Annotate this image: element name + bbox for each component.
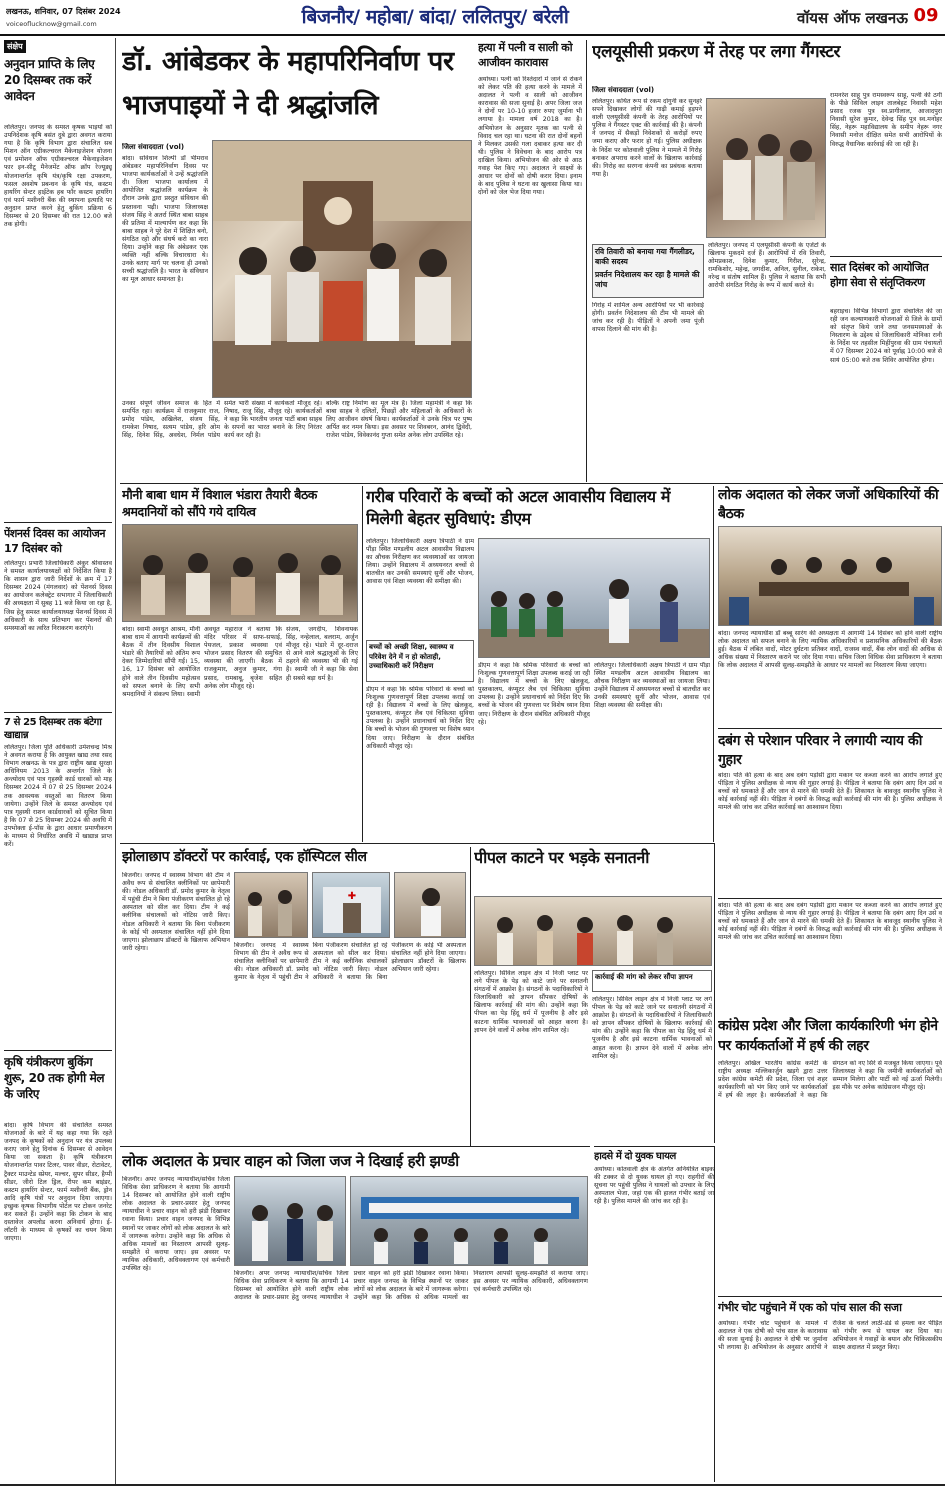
seva-headline: सात दिसंबर को आयोजित होगा सेवा से संतृप्तिकरण xyxy=(830,261,929,289)
left-headline-1: अनुदान प्राप्ति के लिए 20 दिसम्बर तक करें आवेदन xyxy=(4,57,95,103)
masthead-brand: वॉयस ऑफ लखनऊ xyxy=(797,9,908,27)
judges-meeting-icon xyxy=(719,527,942,626)
peepal-photo xyxy=(474,896,712,966)
atal-body: डीएम ने कहा कि श्रमिक परिवारों के बच्चों को निःशुल्क गुणवत्तापूर्ण शिक्षा उपलब्ध कराई जा रही है। विद्यालय में बच्चों के लिए खेलकूद, पुस्तकालय, कंप्यूटर लैब एवं चिकित्सा सुविधा उपलब्ध है। उन्होंने प्रधानाचार्य को निर्देश दिए कि बच्चों के भोजन की गुणवत्ता पर विशेष ध्यान दिया जाए। निरीक्षण के दौरान संबंधित अधिकारी मौजूद रहे। xyxy=(366,686,474,750)
lucc-divider xyxy=(830,256,942,257)
hrule-2 xyxy=(120,843,714,844)
left-body-4: बांदा। कृषि विभाग की संचालित समस्त योजनाओं के बारे में यह कहा गया कि रहते जनपद के कृषकों को अनुदान पर यंत्र उपलब्ध कराए जाने हेतु दिनांक 6 दिसम्बर से आवेदन किया जा सकता है। कृषि यंत्रीकरण योजनान्तर्गत पावर टिलर, पावर वीडर, रोटावेटर, ट्रैक्टर माउन्टेड स्प्रेयर, मल्चर, सुपर सीडर, हैप्पी सीडर, जीरो टिल ड्रिल, रीपर कम बाइंडर, कस्टम हायरिंग सेन्टर, फार्म मशीनरी बैंक, ड्रोन आदि कृषि यंत्रों पर अनुदान दिया जाएगा। इच्छुक कृषक विभागीय पोर्टल पर टोकन जनरेट कर सकते हैं। उन्होंने कहा कि टोकन के बाद दस्तावेज अपलोड करना अनिवार्य होगा। ई-लॉटरी के माध्यम से कृषकों का चयन किया जाएगा। xyxy=(4,1122,112,1243)
page-number: 09 xyxy=(913,5,939,26)
memorandum-group-icon xyxy=(475,897,712,966)
left-body-2: ललितपुर। प्रभारी जिलाधिकारी अंकुर श्रीवास्तव ने समस्त कार्यालयाध्यक्षों को निर्देशित किया है कि शासन द्वारा जारी निर्देशों के क्रम में 17 दिसम्बर 2024 (मंगलवार) को पेंशनर्स दिवस का आयोजन कलेक्ट्रेट सभागार में जिलाधिकारी की अध्यक्षता में सुबह 11 बजे किया जा रहा है, जिस हेतु समस्त कार्यालयाध्यक्ष पेंशनर्स दिवस में अधिकारी के साथ प्रतिभाग कर पेंशनरों की समस्याओं का त्वरित निराकरण कराएंगे। xyxy=(4,560,112,632)
harijhandi-headline: लोक अदालत के प्रचार वाहन को जिला जज ने दिखाई हरी झण्डी xyxy=(122,1152,459,1170)
meeting-crowd-icon xyxy=(123,525,358,622)
hrule-3 xyxy=(120,1146,590,1147)
lokadalat-divider xyxy=(718,728,942,729)
atal-quote xyxy=(366,640,474,682)
officials-icon xyxy=(235,873,308,938)
gambhir-body: अयोध्या। गंभीर चोट पहुंचाने के मामले में अदालत ने एक दोषी को पांच साल के कारावास की सजा सुनाई है। अदालत ने दोषी पर जुर्माना भी लगाया है। अभियोजन के अनुसार आरोपी ने रंजिश के चलते लाठी-डंडे से हमला कर पीड़ित को गंभीर रूप से घायल कर दिया था। अभियोजन ने गवाहों के बयान और चिकित्सकीय साक्ष्य अदालत में प्रस्तुत किए। xyxy=(718,1320,942,1352)
left-divider-3 xyxy=(4,1050,112,1051)
masthead-email[interactable]: voiceoflucknow@gmail.com xyxy=(6,20,97,28)
col-divider-murder xyxy=(586,40,587,482)
harijhandi-photo-2 xyxy=(350,1176,588,1266)
murder-body: अयोध्या। पत्नी को रिश्तेदारों में जाने से रोकने को लेकर पति की हत्या करने के मामले में अदालत ने पत्नी व साली को आजीवन कारावास की सजा सुनाई है। अपर जिला जज ने दोनों पर 10-10 हजार रुपए जुर्माना भी लगाया है। मामला वर्ष 2018 का है। अभियोजन के अनुसार मृतक का पत्नी से विवाद चल रहा था। घटना की रात दोनों बहनों ने मिलकर उसकी गला दबाकर हत्या कर दी थी। पुलिस ने विवेचना के बाद आरोप पत्र दाखिल किया। अभियोजन की ओर से आठ गवाह पेश किए गए। अदालत ने साक्ष्यों के आधार पर दोनों को दोषी करार दिया। इनाम के बाद पुलिस ने घटना का खुलासा किया था। दोनों को जेल भेज दिया गया। xyxy=(478,76,582,197)
jholachhap-photo-2 xyxy=(312,872,390,938)
lucc-body-2: गिरोह में शामिल अन्य आरोपियों पर भी कार्रवाई होगी। प्रवर्तन निदेशालय की टीम भी मामले की जांच कर रही है। पीड़ितों ने अपनी जमा पूंजी वापस दिलाने की मांग की है। xyxy=(592,302,704,334)
peepal-quote-text: कार्रवाई की मांग को लेकर सौंपा ज्ञापन xyxy=(595,973,693,981)
dabang-headline: दबंग से परेशान परिवार ने लगायी न्याय की गुहार xyxy=(718,733,923,768)
masthead-date: लखनऊ, शनिवार, 07 दिसंबर 2024 xyxy=(6,7,121,16)
ambedkar-byline: जिला संवाददाता (vol) xyxy=(122,143,185,151)
atal-intro: ललितपुर। जिलाधिकारी अक्षय त्रिपाठी ने ग्राम पौंड़ा स्थित मण्डलीय अटल आवासीय विद्यालय का औचक निरीक्षण कर व्यवस्थाओं का जायजा लिया। उन्होंने विद्यालय में अध्ययनरत बच्चों से बातचीत कर उनकी समस्याएं सुनीं और भोजन, आवास एवं शिक्षा व्यवस्था की समीक्षा की। xyxy=(366,538,474,586)
murder-headline: हत्या में पत्नी व साली को आजीवन कारावास xyxy=(478,41,573,69)
hrule-haadse xyxy=(594,1146,714,1147)
lucc-headline: एलयूसीसी प्रकरण में तेरह पर लगा गैंगस्टर xyxy=(592,42,841,62)
flag-off-icon xyxy=(235,1177,346,1266)
ambedkar-body-1: बांदा। सविधान शिल्पी डॉ भीमराव अंबेडकर महापरिनिर्वाण दिवस पर भाजपा कार्यकर्ताओं ने उन्हें श्रद्धांजलि दी। जिला भाजपा कार्यालय में आयोजित श्रद्धांजलि कार्यक्रम के दौरान उनके द्वारा प्रस्तुत संविधान की प्रस्तावना पढ़ी। भाजपा जिलाध्यक्ष संजय सिंह ने अतर्रा स्थित बाबा साहब की प्रतिमा में माल्यार्पण कर कहा कि बाबा साहब ने पूरे देश में शिक्षित बनो, संगठित रहो और संघर्ष करो का नारा दिया। उन्होंने कहा कि अंबेडकर एक व्यक्ति नहीं बल्कि विचारधारा थे। उनके बताए मार्ग पर चलना ही उनको सच्ची श्रद्धांजलि है। भारत के संविधान का मूल आधार समानता है। xyxy=(122,155,208,284)
atal-body-2: डीएम ने कहा कि श्रमिक परिवारों के बच्चों को निःशुल्क गुणवत्तापूर्ण शिक्षा उपलब्ध कराई जा रही है। विद्यालय में बच्चों के लिए खेलकूद, पुस्तकालय, कंप्यूटर लैब एवं चिकित्सा सुविधा उपलब्ध है। उन्होंने प्रधानाचार्य को निर्देश दिए कि बच्चों के भोजन की गुणवत्ता पर विशेष ध्यान दिया जाए। निरीक्षण के दौरान संबंधित अधिकारी मौजूद रहे। xyxy=(478,662,590,726)
sankshep-tag: संक्षेप xyxy=(4,40,26,53)
haadse-headline: हादसे में दो युवक घायल xyxy=(594,1151,676,1162)
ambedkar-photo xyxy=(212,140,472,398)
left-body-3: ललितपुर। जिला पूर्ति अधिकारी उमेशचन्द्र मिश्र ने अवगत कराया है कि आयुक्त खाद्य तथा रसद विभाग लखनऊ के पत्र द्वारा राष्ट्रीय खाद्य सुरक्षा अधिनियम 2013 के अन्तर्गत जिले के अन्त्योदय एवं पात्र गृहस्थी कार्ड धारकों को माह दिसम्बर 2024 में 07 से 25 दिसम्बर 2024 तक आवश्यक वस्तुओं का वितरण किया जायेगा। उन्होंने जिले के समस्त अन्त्योदय एवं पात्र गृहस्थी राशन कार्डधारकों को सूचित किया है कि 07 से 25 दिसम्बर 2024 की अवधि में उपभोक्ता ई-पॉस के द्वारा आधार प्रमाणीकरण के माध्यम से निर्धारित अवधि में खाद्यान्न प्राप्त करें। xyxy=(4,744,112,849)
jholachhap-headline: झोलाछाप डॉक्टरों पर कार्रवाई, एक हॉस्पिटल सील xyxy=(122,849,367,865)
hrule-1 xyxy=(120,483,943,484)
lucc-body-4: रामनरेश साहू पुत्र रामस्वरूप साहू, पत्नी की ठगी के पीछे सिविल लाइन तालबेहट निवासी महेश प्रसाद रजक पुत्र स्व.प्रागीलाल, आजादपुरा निवासी सुरेश कुमार, देवेन्द्र सिंह पुत्र स्व.मनोहर सिंह, नेहरू महाविद्यालय के समीप नेहरू नगर निवासी मनोज दीक्षित समेत सभी आरोपियों के विरुद्ध वैधानिक कार्रवाई की जा रही है। xyxy=(830,92,942,148)
jholachhap-body-2: बिजनौर। जनपद में स्वास्थ्य विभाग की टीम ने अवैध रूप से संचालित क्लीनिकों पर छापेमारी की। नोडल अधिकारी डॉ. प्रमोद कुमार के नेतृत्व में पहुंची टीम ने बिना पंजीकरण संचालित हो रहे अस्पताल को सील कर दिया। टीम ने कई क्लीनिक संचालकों को नोटिस जारी किए। नोडल अधिकारी ने बताया कि बिना पंजीकरण के कोई भी अस्पताल संचालित नहीं होने दिया जाएगा। झोलाछाप डॉक्टरों के खिलाफ अभियान जारी रहेगा। xyxy=(234,942,466,982)
lokadalat-headline: लोक अदालत को लेकर जजों अधिकारियों की बैठक xyxy=(718,487,939,522)
left-column xyxy=(0,38,116,1484)
lokadalat-body: बांदा। जनपद न्यायाधीश डॉ बब्बू सारंग की अध्यक्षता में आगामी 14 दिसंबर को होने वाली राष्ट्रीय लोक अदालत को सफल बनाने के लिए न्यायिक अधिकारियों व प्रशासनिक अधिकारियों की बैठक हुई। बैठक में लंबित वादों, मोटर दुर्घटना प्रतिकर वादों, राजस्व वादों, बैंक लोन वादों की अधिक से अधिक संख्या में निस्तारण कराने पर जोर दिया गया। सचिव जिला विधिक सेवा प्राधिकरण ने बताया कि लोक अदालत में आपसी सुलह-समझौते के आधार पर मामलों का निस्तारण किया जाएगा। xyxy=(718,630,942,670)
atal-body-3: ललितपुर। जिलाधिकारी अक्षय त्रिपाठी ने ग्राम पौंड़ा स्थित मण्डलीय अटल आवासीय विद्यालय का औचक निरीक्षण कर व्यवस्थाओं का जायजा लिया। उन्होंने विद्यालय में अध्ययनरत बच्चों से बातचीत कर उनकी समस्याएं सुनीं और भोजन, आवास एवं शिक्षा व्यवस्था की समीक्षा की। xyxy=(594,662,710,710)
hrule-right-4 xyxy=(718,1296,942,1297)
atal-photo xyxy=(478,538,710,658)
col-divider-jhola xyxy=(470,847,471,1147)
col-divider-atal xyxy=(713,486,714,842)
col-divider-peepal xyxy=(714,843,715,1143)
gambhir-headline: गंभीर चोट पहुंचाने में एक को पांच साल की सजा xyxy=(718,1301,902,1314)
jholachhap-photo-1 xyxy=(234,872,308,938)
peepal-body: ललितपुर। सिविल लाइन क्षेत्र में निजी प्लाट पर लगे पीपल के पेड़ को काटे जाने पर सनातनी संगठनों में आक्रोश है। संगठनों के पदाधिकारियों ने जिलाधिकारी को ज्ञापन सौंपकर दोषियों के खिलाफ कार्रवाई की मांग की। उन्होंने कहा कि पीपल का पेड़ हिंदू धर्म में पूजनीय है और इसे काटना धार्मिक भावनाओं को आहत करना है। ज्ञापन देने वालों में अनेक लोग शामिल रहे। xyxy=(474,970,588,1034)
lucc-byline: जिला संवाददाता (vol) xyxy=(592,86,655,94)
harijhandi-photo-1 xyxy=(234,1176,346,1266)
congress-headline: कांग्रेस प्रदेश और जिला कार्यकारिणी भंग होने पर कार्यकर्ताओं में हर्ष की लहर xyxy=(718,1018,938,1054)
peepal-quote xyxy=(592,970,712,992)
hospital-icon xyxy=(313,873,390,938)
jholachhap-body: बिजनौर। जनपद में स्वास्थ्य विभाग की टीम ने अवैध रूप से संचालित क्लीनिकों पर छापेमारी की। नोडल अधिकारी डॉ. प्रमोद कुमार के नेतृत्व में पहुंची टीम ने बिना पंजीकरण संचालित हो रहे अस्पताल को सील कर दिया। टीम ने कई क्लीनिक संचालकों को नोटिस जारी किए। नोडल अधिकारी ने बताया कि बिना पंजीकरण के कोई भी अस्पताल संचालित नहीं होने दिया जाएगा। झोलाछाप डॉक्टरों के खिलाफ अभियान जारी रहेगा। xyxy=(122,872,230,952)
harijhandi-body-2: बिजनौर। अपर जनपद न्यायाधीश/सचिव जिला विधिक सेवा प्राधिकरण ने बताया कि आगामी 14 दिसम्बर को आयोजित होने वाली राष्ट्रीय लोक अदालत के प्रचार-प्रसार हेतु जनपद न्यायाधीश ने प्रचार वाहन को हरी झंडी दिखाकर रवाना किया। प्रचार वाहन जनपद के विभिन्न स्थानों पर जाकर लोगों को लोक अदालत के बारे में जागरूक करेगा। उन्होंने कहा कि अधिक से अधिक मामलों का निस्तारण आपसी सुलह-समझौते से कराया जाए। इस अवसर पर न्यायिक अधिकारी, अधिवक्तागण एवं कर्मचारी उपस्थित रहे। xyxy=(234,1270,588,1302)
mauni-body: बांदा। स्वामी अवधूत आश्रम, मौनी बाबा धाम में आगामी कार्यक्रमों की बैठक में तीन दिवसीय विशाल भंडारे की तैयारियों को अंतिम रूप देकर जिम्मेदारियां सौंपी गईं। 15, 16, 17 दिसंबर को आयोजित होने वाले तीन दिवसीय महोत्सव को सफल बनाने के लिए सभी श्रमदानियों ने संकल्प लिया। स्वामी अवधूत महाराज ने बताया कि मंदिर परिसर में साफ-सफाई, पेयजल, प्रकाश व्यवस्था एवं भोजन प्रसाद वितरण की समुचित व्यवस्था की जाएगी। बैठक में राजकुमार, अनुज कुमार, गंगा प्रसाद, रामबाबू, बृजेश सहित अनेक लोग मौजूद रहे। xyxy=(122,626,282,698)
ambedkar-body-3: बल्कि राष्ट्र निर्माण का मूल मंत्र है। जिला महामंत्री ने कहा कि बाबा साहब ने दलितों, पिछड़ों और महिलाओं के अधिकारों के लिए आजीवन संघर्ष किया। कार्यकर्ताओं ने उनके चित्र पर पुष्प अर्पित कर नमन किया। इस अवसर पर शिवबरन, आनंद द्विवेदी, राजेश पांडेय, विवेकानंद गुप्ता समेत अनेक लोग उपस्थित रहे। xyxy=(326,400,472,440)
ambedkar-body-2: उनका संपूर्ण जीवन समाज के हित में समर्पित रहा। कार्यक्रम में राजकुमार राज, प्रमोद पांडेय, अखिलेश, संजय सिंह, रामकेश निषाद, सत्यम पांडेय, हरि ओम सिंह, दिनेश सिंह, अवधेश, निर्मल पांडेय समेत भारी संख्या में कार्यकर्ता मौजूद रहे। निषाद, राजू सिंह, मौजूद रहे। कार्यकर्ताओं ने कहा कि भारतीय जनता पार्टी बाबा साहब के सपनों का भारत बनाने के लिए निरंतर कार्य कर रही है। xyxy=(122,400,322,440)
ambedkar-headline: डॉ. आंबेडकर के महापरिनिर्वाण पर भाजपाइयों ने दी श्रद्धांजलि xyxy=(122,46,454,121)
hrule-right-3 xyxy=(718,898,942,899)
left-headline-2: पेंशनर्स दिवस का आयोजन 17 दिसंबर को xyxy=(4,527,106,555)
mauni-body-2: संजय, जगदीप, शिवनायक सिंह, नन्हेलाल, बलराम, अर्जुन मौजूद रहे। भंडारे में दूर-दराज से आने वाले श्रद्धालुओं के लिए ठहरने की व्यवस्था भी की गई है। स्वामी जी ने कहा कि सेवा ही सबसे बड़ा धर्म है। xyxy=(286,626,358,682)
lucc-body-1: ललितपुर। कथित रूप से रकम दोगुनी कर सुनहरे सपने दिखाकर लोगों की गाढ़ी कमाई हड़पने वाली एलयूसीसी कंपनी के तेरह आरोपियों पर पुलिस ने गैंगस्टर एक्ट की कार्रवाई की है। कंपनी ने जनपद में सैकड़ों निवेशकों से करोड़ों रुपए जमा कराए और फरार हो गई। पुलिस अधीक्षक के निर्देश पर कोतवाली पुलिस ने मामले में गिरोह बनाकर अपराध करने वालों के खिलाफ कार्रवाई की। गिरोह का सरगना कंपनी का प्रबंधक बताया गया है। xyxy=(592,98,702,178)
harijhandi-body: बिजनौर। अपर जनपद न्यायाधीश/सचिव जिला विधिक सेवा प्राधिकरण ने बताया कि आगामी 14 दिसम्बर को आयोजित होने वाली राष्ट्रीय लोक अदालत के प्रचार-प्रसार हेतु जनपद न्यायाधीश ने प्रचार वाहन को हरी झंडी दिखाकर रवाना किया। प्रचार वाहन जनपद के विभिन्न स्थानों पर जाकर लोगों को लोक अदालत के बारे में जागरूक करेगा। उन्होंने कहा कि अधिक से अधिक मामलों का निस्तारण आपसी सुलह-समझौते से कराया जाए। इस अवसर पर न्यायिक अधिकारी, अधिवक्तागण एवं कर्मचारी उपस्थित रहे। xyxy=(122,1176,230,1273)
atal-quote-text: बच्चों को अच्छी शिक्षा, स्वास्थ्य व परिवेश देने में न हो कोताही, उच्चाधिकारी करें निरीक्षण xyxy=(369,643,454,670)
col-divider-haadse xyxy=(714,1146,715,1482)
haadse-body: अयोध्या। कोतवाली क्षेत्र के अंतर्गत अनियंत्रित बाइक की टक्कर से दो युवक घायल हो गए। राहगीरों की सूचना पर पहुंची पुलिस ने घायलों को उपचार के लिए अस्पताल भेजा, जहां एक की हालत गंभीर बताई जा रही है। पुलिस मामले की जांच कर रही है। xyxy=(594,1166,714,1206)
students-icon xyxy=(479,539,710,658)
congress-body: ललितपुर। अखिल भारतीय कांग्रेस कमेटी के राष्ट्रीय अध्यक्ष मल्लिकार्जुन खड़गे द्वारा उत्तर प्रदेश कांग्रेस कमेटी की प्रदेश, जिला एवं शहर कार्यकारिणी को भंग किए जाने पर कार्यकर्ताओं में हर्ष की लहर है। कार्यकर्ताओं ने कहा कि संगठन को नए सिरे से मजबूत किया जाएगा। पूर्व जिलाध्यक्ष ने कहा कि जमीनी कार्यकर्ताओं को सम्मान मिलेगा और पार्टी को नई ऊर्जा मिलेगी। इस मौके पर अनेक कांग्रेसजन मौजूद रहे। xyxy=(718,1060,942,1100)
left-headline-4: कृषि यंत्रीकरण बुकिंग शुरू, 20 तक होगी मेल के जरिए xyxy=(4,1055,105,1101)
lucc-quote-box xyxy=(592,244,704,298)
jholachhap-photo-3 xyxy=(394,872,466,938)
banner-vehicle-icon xyxy=(351,1177,588,1266)
left-body-1: ललितपुर। जनपद के समस्त कृषक भाइयों को उपनिदेशक कृषि बसंत दुबे द्वारा अवगत कराया गया है कि कृषि विभाग द्वारा संचालित सब मिशन ऑन एग्रीकल्चरल मैकेनाइजेशन योजना एवं प्रमोशन ऑफ एग्रीकल्चरल मैकेनाइजेशन फार इन-सीटू मैनेजमेंट ऑफ क्रॉप रेज्यूड्यू योजनान्तर्गत कृषि यंत्र/कृषि रक्षा उपकरण, फसल अवशेष प्रबन्धन के कृषि यंत्र, कस्टम हायरिंग सेन्टर हाईटेक हब फॉर कस्टम हायरिंग एवं फार्म मशीनरी बैंक की स्थापना इत्यादि पर अनुदान प्राप्त करने हेतु बुकिंग प्रक्रिया 6 दिसम्बर से 20 दिसम्बर की रात 12.00 बजे तक होगी। xyxy=(4,124,112,229)
masthead xyxy=(0,0,945,36)
dabang-body-2: बांदा। पति की हत्या के बाद अब दबंग पड़ोसी द्वारा मकान पर कब्जा करने का आरोप लगाते हुए पीड़िता ने पुलिस अधीक्षक से न्याय की गुहार लगाई है। पीड़िता ने बताया कि दबंग आए दिन उसे व बच्चों को धमकाते हैं और जान से मारने की धमकी देते हैं। शिकायत के बावजूद स्थानीय पुलिस ने कोई कार्रवाई नहीं की। पीड़िता ने दबंगों के विरुद्ध कड़ी कार्रवाई की मांग की है। पुलिस अधीक्षक ने मामले की जांच कर उचित कार्रवाई का आश्वासन दिया। xyxy=(718,902,942,942)
left-divider-1 xyxy=(4,522,112,523)
peepal-headline: पीपल काटने पर भड़के सनातनी xyxy=(474,848,649,867)
mauni-headline: मौनी बाबा धाम में विशाल भंडारा तैयारी बैठक श्रमदानियों को सौंपे गये दायित्व xyxy=(122,487,318,519)
masthead-cities: बिजनौर/ महोबा/ बांदा/ ललितपुर/ बरेली xyxy=(301,6,569,28)
atal-headline: गरीब परिवारों के बच्चों को अटल आवासीय विद्यालय में मिलेगी बेहतर सुविधाएं: डीएम xyxy=(366,487,671,528)
left-headline-3: 7 से 25 दिसम्बर तक बंटेगा खाद्यान्न xyxy=(4,717,102,741)
svg-text:✚: ✚ xyxy=(347,891,357,902)
left-divider-2 xyxy=(4,712,112,713)
mauni-photo xyxy=(122,524,358,622)
tribute-scene-icon xyxy=(213,141,472,398)
peepal-body-2: ललितपुर। सिविल लाइन क्षेत्र में निजी प्लाट पर लगे पीपल के पेड़ को काटे जाने पर सनातनी संगठनों में आक्रोश है। संगठनों के पदाधिकारियों ने जिलाधिकारी को ज्ञापन सौंपकर दोषियों के खिलाफ कार्रवाई की मांग की। उन्होंने कहा कि पीपल का पेड़ हिंदू धर्म में पूजनीय है और इसे काटना धार्मिक भावनाओं को आहत करना है। ज्ञापन देने वालों में अनेक लोग शामिल रहे। xyxy=(592,996,712,1060)
lucc-quote-2: प्रवर्तन निदेशालय कर रहा है मामले की जांच xyxy=(595,270,700,289)
lokadalat-photo xyxy=(718,526,942,626)
doctor-icon xyxy=(395,873,466,938)
accused-group-icon xyxy=(707,99,826,238)
lucc-photo xyxy=(706,98,826,238)
dabang-body: बांदा। पति की हत्या के बाद अब दबंग पड़ोसी द्वारा मकान पर कब्जा करने का आरोप लगाते हुए पीड़िता ने पुलिस अधीक्षक से न्याय की गुहार लगाई है। पीड़िता ने बताया कि दबंग आए दिन उसे व बच्चों को धमकाते हैं और जान से मारने की धमकी देते हैं। शिकायत के बावजूद स्थानीय पुलिस ने कोई कार्रवाई नहीं की। पीड़िता ने दबंगों के विरुद्ध कड़ी कार्रवाई की मांग की है। पुलिस अधीक्षक ने मामले की जांच कर उचित कार्रवाई का आश्वासन दिया। xyxy=(718,772,942,812)
col-divider-mauni xyxy=(362,486,363,842)
lucc-body-3: ललितपुर। जनपद में एलयूसीसी कंपनी के एजेंटों के खिलाफ मुकदमे दर्ज हैं। आरोपियों में रवि तिवारी, ओमप्रकाश, दिनेश कुमार, गिरीश, सुरेन्द्र, रामकिशोर, महेन्द्र, जगदीश, अनिल, सुनील, राकेश, नरेन्द्र व संतोष शामिल हैं। पुलिस ने बताया कि सभी आरोपी संगठित गिरोह के रूप में कार्य करते थे। xyxy=(708,242,826,290)
seva-body: बहराइच। विभिन्न विभागों द्वारा संचालित की जा रही जन कल्याणकारी योजनाओं से जिले के ग्रामों को संतृप्त किये जाने तथा जनसमस्याओं के निस्तारण के उद्देश्य से जिलाधिकारी मोनिका रानी के निर्देश पर तहसील मिहींपुरवा की ग्राम पंचायतों में 07 दिसम्बर 2024 को पूर्वाह्न 10:00 बजे से सायं 05:00 बजे तक शिविर आयोजित होगा। xyxy=(830,308,942,364)
lucc-quote-1: रवि तिवारी को बनाया गया गैंगलीडर, बाकी सदस्य xyxy=(595,247,695,266)
